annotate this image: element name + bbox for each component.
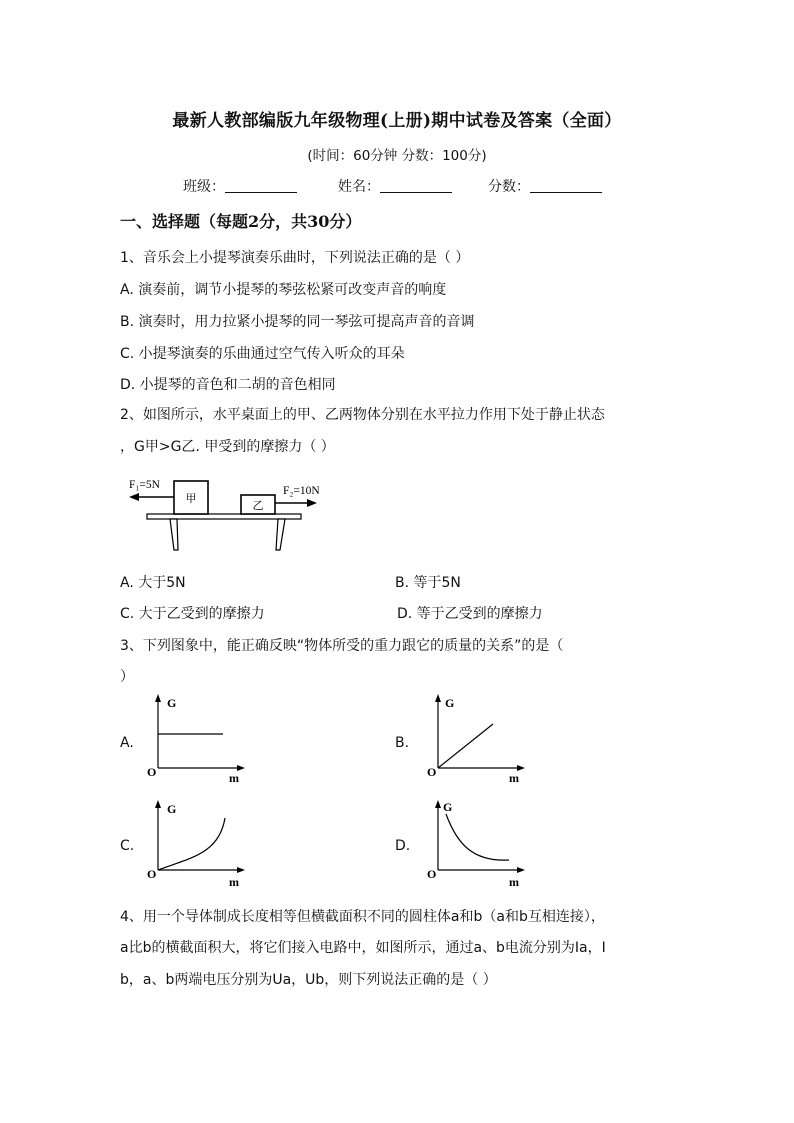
x-axis-label: m <box>509 771 519 785</box>
curve-linear <box>438 724 493 768</box>
force-f1-label: F₁=5N <box>129 479 160 491</box>
q4-line1: 4、用一个导体制成长度相等但横截面积不同的圆柱体a和b（a和b互相连接）， <box>120 909 605 925</box>
curve-decreasing <box>446 814 509 860</box>
class-blank <box>225 178 297 193</box>
score-blank <box>530 178 602 193</box>
q1-option-c: C. 小提琴演奏的乐曲通过空气传入听众的耳朵 <box>120 346 405 362</box>
x-axis-label: m <box>229 875 239 889</box>
q3-graph-b <box>425 690 535 785</box>
name-label: 姓名： <box>338 179 380 195</box>
q2-option-d: D. 等于乙受到的摩擦力 <box>397 606 543 622</box>
origin-label: O <box>147 867 157 881</box>
class-field <box>183 176 297 196</box>
score-field <box>488 176 602 196</box>
q3-graph-d <box>425 796 535 891</box>
q3-option-c-label: C. <box>120 838 135 854</box>
force-f2-label: F₂=10N <box>283 485 320 497</box>
x-axis-label: m <box>229 771 239 785</box>
q3-option-a-label: A. <box>120 735 134 751</box>
page-title: 最新人教部编版九年级物理(上册)期中试卷及答案（全面） <box>172 111 622 131</box>
x-axis-arrowhead <box>237 867 245 873</box>
q3-graph-c <box>145 796 255 891</box>
q1-option-a: A. 演奏前，调节小提琴的琴弦松紧可改变声音的响度 <box>120 282 447 298</box>
origin-label: O <box>147 765 157 779</box>
y-axis-arrowhead <box>435 694 441 702</box>
q1-stem: 1、音乐会上小提琴演奏乐曲时，下列说法正确的是（ ） <box>120 250 470 266</box>
y-axis-label: G <box>445 696 455 710</box>
block-yi-label: 乙 <box>252 499 264 512</box>
q2-option-c: C. 大于乙受到的摩擦力 <box>120 606 265 622</box>
score-label: 分数： <box>488 179 530 195</box>
q2-stem-line1: 2、如图所示，水平桌面上的甲、乙两物体分别在水平拉力作用下处于静止状态 <box>120 407 605 423</box>
section-heading: 一、选择题（每题2分，共30分） <box>120 212 362 231</box>
y-axis-label: G <box>167 802 177 816</box>
q2-option-a: A. 大于5N <box>120 575 186 591</box>
name-blank <box>380 178 452 193</box>
y-axis-label: G <box>167 696 177 710</box>
x-axis-arrowhead <box>517 867 525 873</box>
q3-stem-line1: 3、下列图象中，能正确反映“物体所受的重力跟它的质量的关系”的是（ <box>120 638 564 654</box>
table-leg-left <box>170 519 178 550</box>
q2-option-b: B. 等于5N <box>395 575 461 591</box>
q2-stem-line2: ，G甲>G乙. 甲受到的摩擦力（ ） <box>120 439 335 455</box>
origin-label: O <box>427 765 437 779</box>
q4-line3: b，a、b两端电压分别为Ua，Ub，则下列说法正确的是（ ） <box>120 972 497 988</box>
q4-line2: a比b的横截面积大，将它们接入电路中，如图所示，通过a、b电流分别为Ia，I <box>120 940 606 956</box>
y-axis-arrowhead <box>155 800 161 808</box>
force-f2-arrowhead <box>307 499 317 507</box>
q2-figure <box>120 470 340 555</box>
q3-option-b-label: B. <box>395 735 410 751</box>
table-leg-right <box>276 519 285 550</box>
x-axis-label: m <box>509 875 519 889</box>
y-axis-arrowhead <box>435 800 441 808</box>
y-axis-arrowhead <box>155 694 161 702</box>
q1-option-d: D. 小提琴的音色和二胡的音色相同 <box>120 377 336 393</box>
class-label: 班级： <box>183 179 225 195</box>
exam-time-score: (时间：60分钟 分数：100分) <box>307 148 487 164</box>
force-f1-arrowhead <box>129 493 139 501</box>
y-axis-label: G <box>443 800 453 814</box>
table-top <box>147 514 301 519</box>
block-jia-label: 甲 <box>185 492 197 505</box>
q3-graph-a <box>145 690 255 785</box>
curve-increasing <box>158 818 225 870</box>
origin-label: O <box>427 867 437 881</box>
q1-option-b: B. 演奏时，用力拉紧小提琴的同一琴弦可提高声音的音调 <box>120 314 475 330</box>
q3-option-d-label: D. <box>395 838 411 854</box>
q3-stem-line2: ） <box>120 669 134 685</box>
name-field <box>338 176 452 196</box>
